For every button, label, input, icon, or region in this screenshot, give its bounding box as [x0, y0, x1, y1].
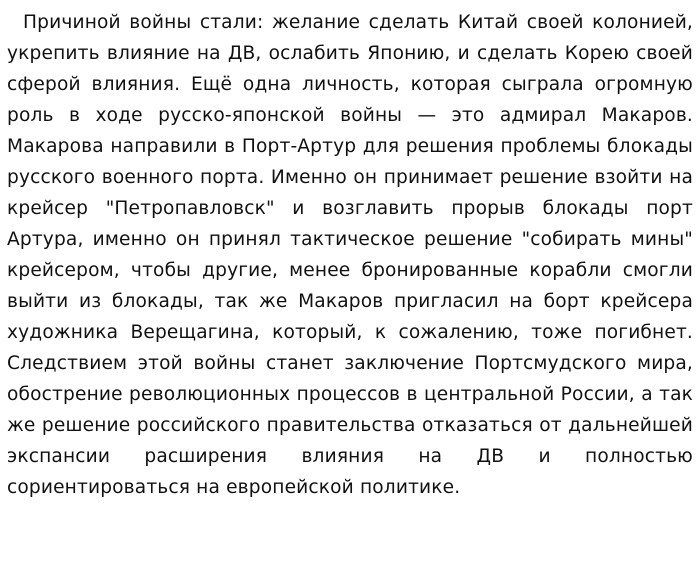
document-page [7, 7, 693, 503]
body-paragraph: Причиной войны стали: желание сделать Китай своей колонией, укрепить влияние на ДВ, ослабить Японию, и сделать Корею своей сферой влияния. Ещё одна личность, которая сыграла огромную роль в ходе русско-японской войны — это адмирал Макаров. Макарова направили в Порт-Артур для решения проблемы блокады русского военного порта. Именно он принимает решение взойти на крейсер "Петропавловск" и возглавить прорыв блокады порт Артура, именно он принял тактическое решение "собирать мины" крейсером, чтобы другие, менее бронированные корабли смогли выйти из блокады, так же Макаров пригласил на борт крейсера художника Верещагина, который, к сожалению, тоже погибнет. Следствием этой войны станет заключение Портсмудского мира, обострение революционных процессов в центральной России, а так же решение российского правительства отказаться от дальнейшей экспансии расширения влияния на ДВ и полностью сориентироваться на европейской политике. [7, 12, 693, 498]
